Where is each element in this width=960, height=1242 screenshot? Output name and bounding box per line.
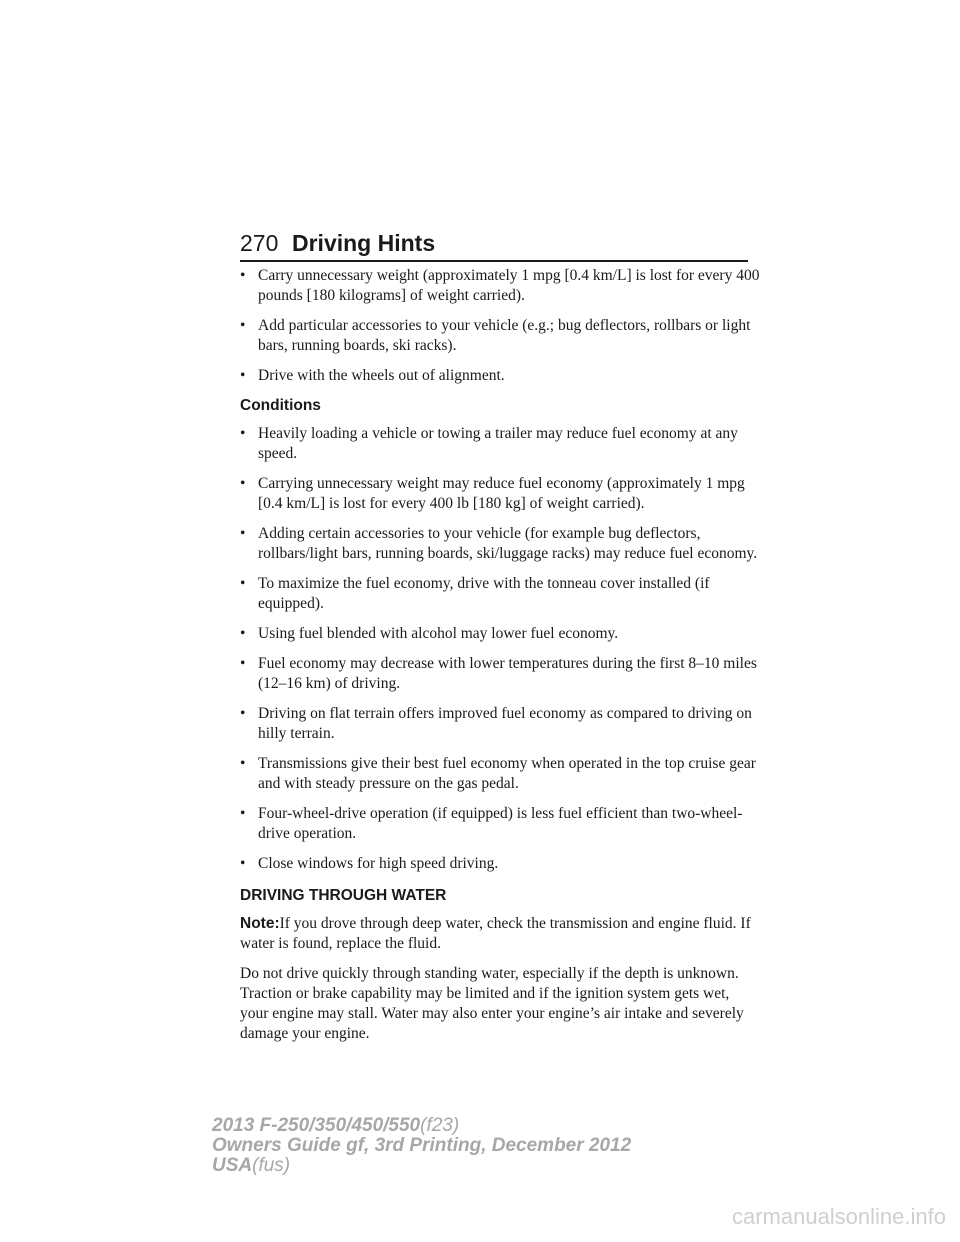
list-item: • Carry unnecessary weight (approximately 1 mpg [0.4 km/L] is lost for every 400 pounds [180 kilograms] of weight carried). (240, 267, 760, 304)
list-item: • Heavily loading a vehicle or towing a trailer may reduce fuel economy at any speed. (240, 425, 738, 462)
list-item: • Driving on flat terrain offers improved fuel economy as compared to driving on hilly terrain. (240, 705, 752, 742)
list-item: • Transmissions give their best fuel economy when operated in the top cruise gear and with steady pressure on the gas pedal. (240, 755, 756, 792)
list-item: • Close windows for high speed driving. (240, 855, 499, 872)
list-item: • To maximize the fuel economy, drive with the tonneau cover installed (if equipped). (240, 575, 710, 612)
page-number: 270 (240, 230, 279, 256)
list-item: • Carrying unnecessary weight may reduce fuel economy (approximately 1 mpg [0.4 km/L] is lost for every 400 lb [180 kg] of weight carried). (240, 475, 745, 512)
footer-market: USA (212, 1155, 253, 1176)
list-item: • Drive with the wheels out of alignment. (240, 367, 505, 384)
list-item: • Four-wheel-drive operation (if equipped) is less fuel efficient than two-wheel-drive operation. (240, 805, 743, 842)
note-label: Note: (240, 915, 280, 932)
list-item: • Fuel economy may decrease with lower temperatures during the first 8–10 miles (12–16 km) of driving. (240, 655, 757, 692)
list-item: • Add particular accessories to your vehicle (e.g.; bug deflectors, rollbars or light bars, running boards, ski racks). (240, 317, 751, 354)
list-item: • Using fuel blended with alcohol may lower fuel economy. (240, 625, 619, 642)
top-bullet-list (240, 266, 760, 386)
page-content (240, 266, 760, 1054)
footer-market-code: (fus) (252, 1155, 291, 1176)
conditions-heading: Conditions (240, 397, 321, 414)
body-paragraph: Do not drive quickly through standing water, especially if the depth is unknown. Traction or brake capability may be limited and if the ignition system gets wet, your engine may stall. Water may also enter your engine’s air intake and severely damage your engine. (240, 965, 744, 1042)
footer-model: 2013 F-250/350/450/550 (212, 1115, 421, 1136)
conditions-bullet-list (240, 424, 760, 874)
watermark-text: carmanualsonline.info (731, 1204, 946, 1229)
note-paragraph (240, 914, 760, 954)
water-heading: DRIVING THROUGH WATER (240, 887, 447, 904)
footer-model-code: (f23) (420, 1115, 460, 1136)
list-item: • Adding certain accessories to your vehicle (for example bug deflectors, rollbars/light bars, running boards, ski/luggage racks) may reduce fuel economy. (240, 525, 758, 562)
document-footer (212, 1116, 632, 1176)
note-text: If you drove through deep water, check the transmission and engine fluid. If water is found, replace the fluid. (240, 915, 751, 952)
footer-printing: Owners Guide gf, 3rd Printing, December 2012 (212, 1135, 632, 1156)
page-header (240, 228, 748, 262)
section-title: Driving Hints (292, 230, 436, 256)
